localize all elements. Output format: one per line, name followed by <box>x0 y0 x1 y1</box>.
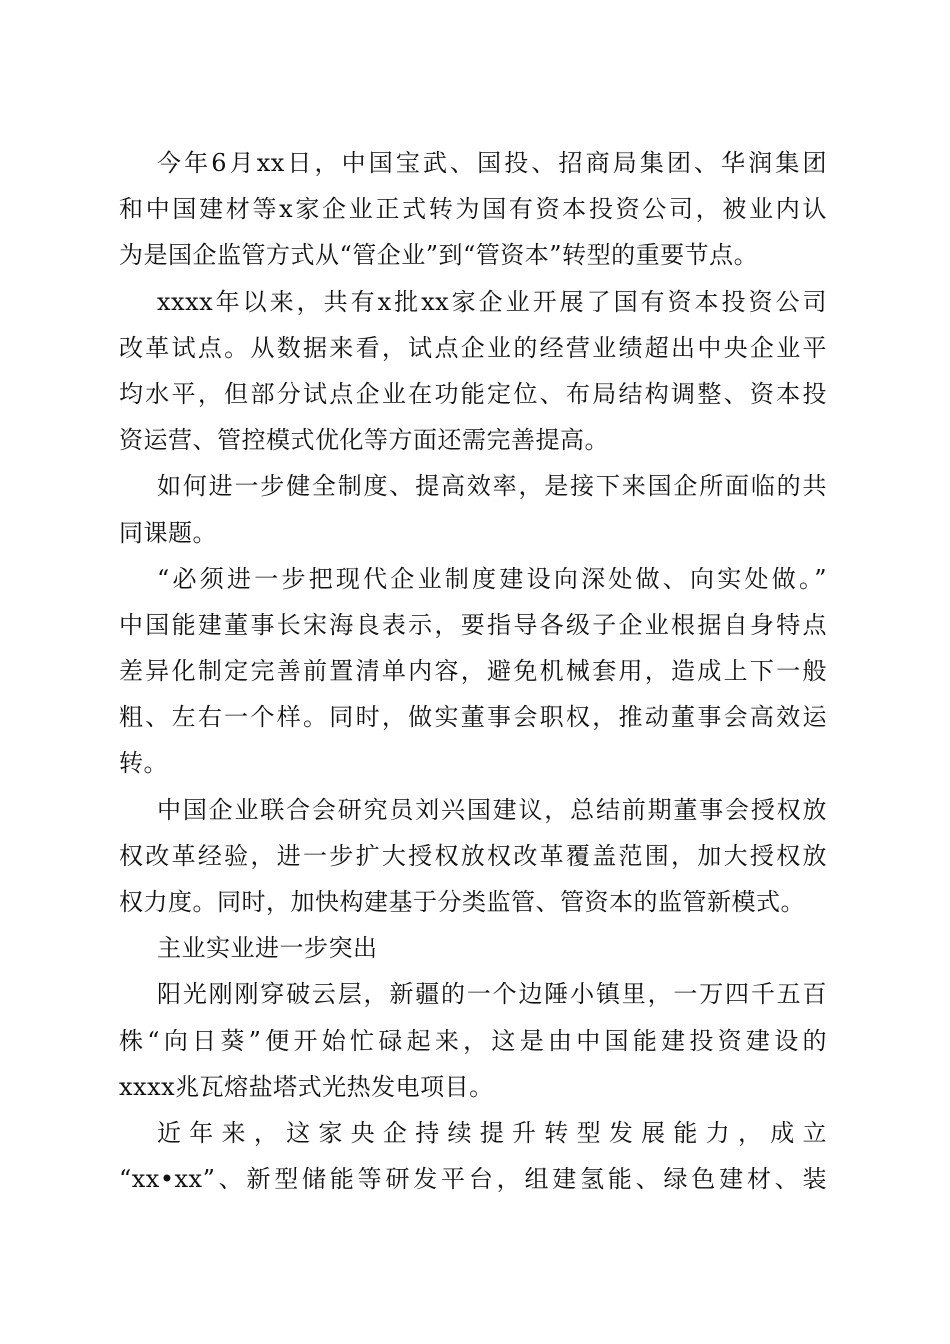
text-line: “必须进一步把现代企业制度建设向深处做、向实处做。” <box>157 564 827 593</box>
text-line: 同课题。 <box>119 518 217 547</box>
section-heading: 主业实业进一步突出 <box>157 934 378 963</box>
text-line: 今年6月xx日，中国宝武、国投、招商局集团、华润集团 <box>157 149 827 177</box>
text-line: 如何进一步健全制度、提高效率，是接下来国企所面临的共 <box>157 472 827 501</box>
text-line: 权力度。同时，加快构建基于分类监管、管资本的监管新模式。 <box>119 888 805 916</box>
text-line: 转。 <box>119 749 168 778</box>
text-line: 改革试点。从数据来看，试点企业的经营业绩超出中央企业平 <box>119 333 827 362</box>
text-line: “xx•xx”、新型储能等研发平台，组建氢能、绿色建材、装 <box>119 1165 827 1194</box>
text-line: 近年来，这家央企持续提升转型发展能力，成立 <box>157 1118 827 1147</box>
text-line: 和中国建材等x家企业正式转为国有资本投资公司，被业内认 <box>119 195 827 224</box>
text-line: 权改革经验，进一步扩大授权放权改革覆盖范围，加大授权放 <box>119 841 827 870</box>
text-line: 中国企业联合会研究员刘兴国建议，总结前期董事会授权放 <box>157 795 827 824</box>
text-line: xxxx年以来，共有x批xx家企业开展了国有资本投资公司 <box>157 287 827 316</box>
text-line: 为是国企监管方式从“管企业”到“管资本”转型的重要节点。 <box>119 241 759 270</box>
text-line: 均水平，但部分试点企业在功能定位、布局结构调整、资本投 <box>119 379 827 408</box>
text-line: 差异化制定完善前置清单内容，避免机械套用，造成上下一般 <box>119 657 827 686</box>
text-line: xxxx兆瓦熔盐塔式光热发电项目。 <box>119 1072 494 1101</box>
text-line: 阳光刚刚穿破云层，新疆的一个边陲小镇里，一万四千五百 <box>157 980 827 1009</box>
document-body <box>119 140 827 1202</box>
text-line: 中国能建董事长宋海良表示，要指导各级子企业根据自身特点 <box>119 610 827 639</box>
text-line: 株“向日葵”便开始忙碌起来，这是由中国能建投资建设的 <box>119 1026 827 1055</box>
text-line: 粗、左右一个样。同时，做实董事会职权，推动董事会高效运 <box>119 703 827 732</box>
text-line: 资运营、管控模式优化等方面还需完善提高。 <box>119 426 609 455</box>
